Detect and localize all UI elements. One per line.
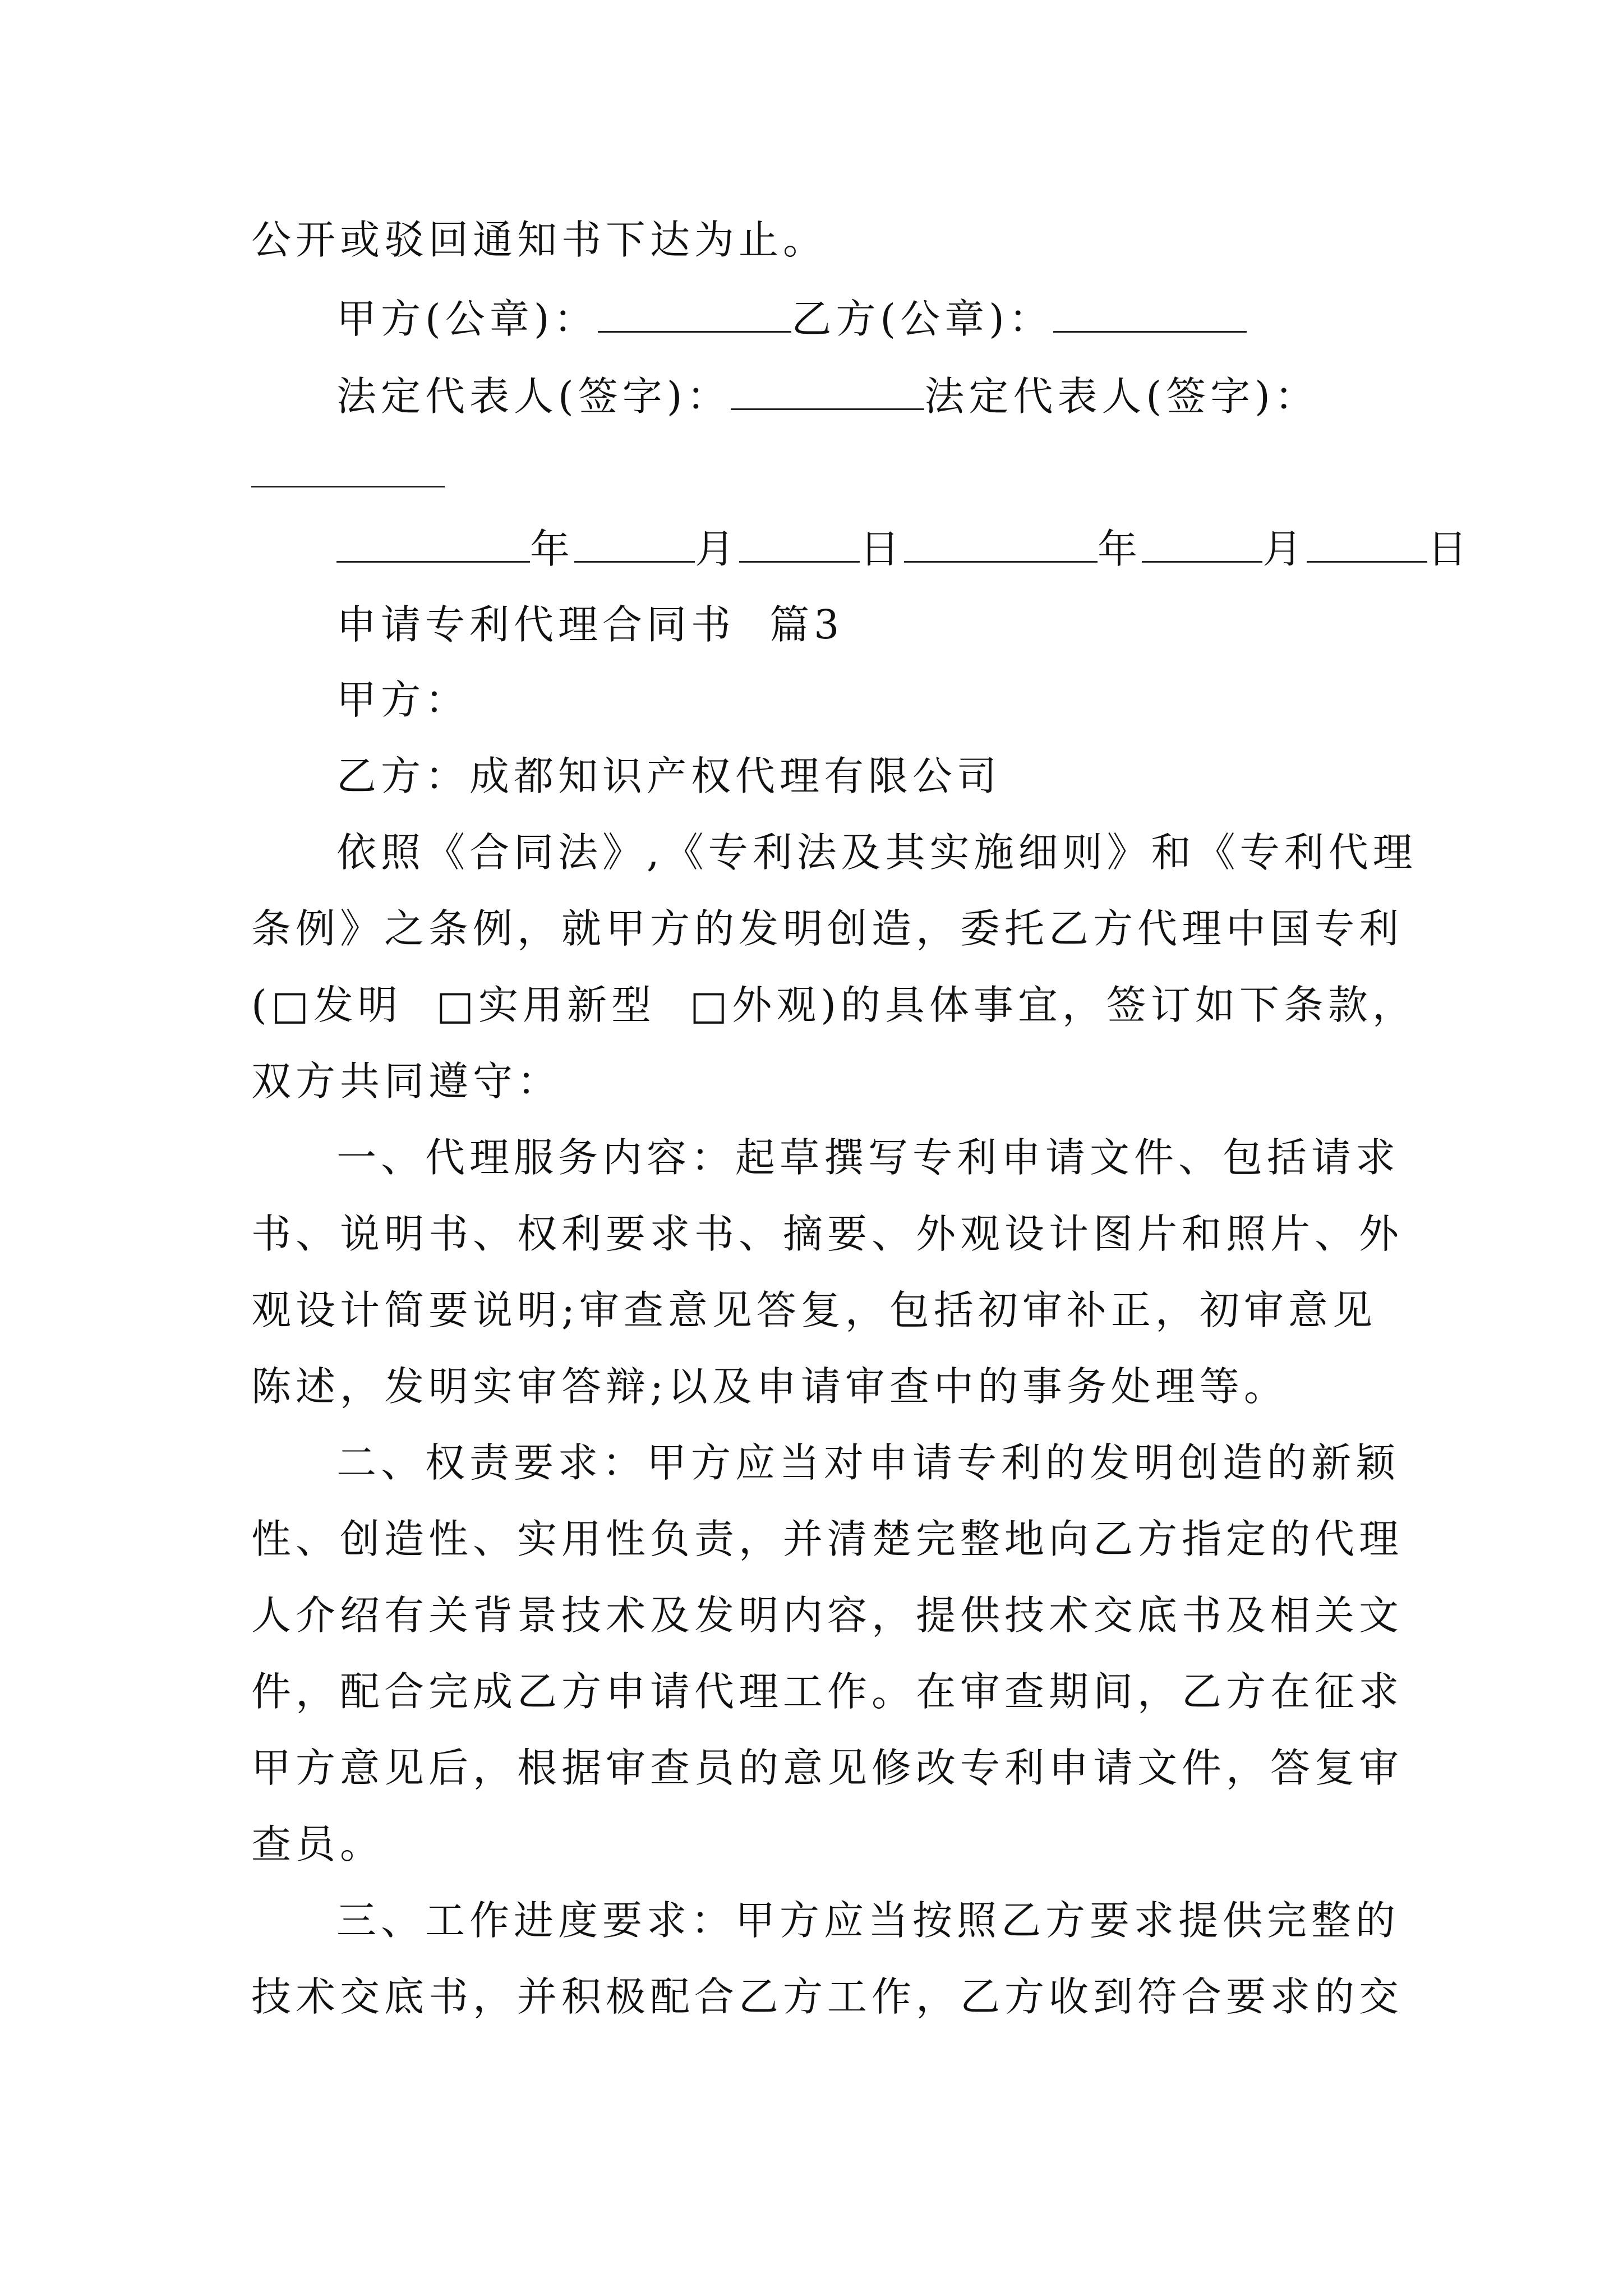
- paragraph-line: 依照《合同法》,《专利法及其实施细则》和《专利代理: [336, 829, 1417, 876]
- paragraph-line: 查员。: [251, 1821, 385, 1867]
- party-a-rep-blank[interactable]: [731, 369, 924, 410]
- paragraph-line: 甲方意见后，根据审查员的意见修改专利申请文件，答复审: [251, 1745, 1404, 1791]
- paragraph-line: 技术交底书，并积极配合乙方工作，乙方收到符合要求的交: [251, 1973, 1404, 2020]
- party-a-year-blank[interactable]: [336, 522, 530, 563]
- party-a-line: 甲方：: [336, 677, 470, 723]
- paragraph-line: 一、代理服务内容：起草撰写专利申请文件、包括请求: [336, 1134, 1400, 1181]
- party-b-rep-label: 法定代表人(签字)：: [924, 373, 1319, 420]
- party-a-rep-label: 法定代表人(签字)：: [336, 373, 731, 420]
- month-label: 月: [695, 526, 740, 572]
- paragraph-line: 性、创造性、实用性负责，并清楚完整地向乙方指定的代理: [251, 1516, 1404, 1562]
- paragraph-line: 双方共同遵守：: [251, 1058, 562, 1105]
- party-a-seal-line: [336, 292, 1247, 346]
- paragraph-line: 观设计简要说明;审查意见答复，包括初审补正，初审意见: [251, 1287, 1377, 1333]
- month-label: 月: [1262, 526, 1307, 572]
- paragraph-line: 二、权责要求：甲方应当对申请专利的发明创造的新颖: [336, 1439, 1400, 1486]
- day-label: 日: [1427, 526, 1472, 572]
- section-heading: 申请专利代理合同书 篇3: [336, 601, 844, 648]
- party-b-line: 乙方：成都知识产权代理有限公司: [336, 753, 1002, 799]
- party-b-day-blank[interactable]: [1307, 522, 1427, 563]
- year-label: 年: [1098, 526, 1142, 572]
- date-line: [336, 522, 1472, 576]
- year-label: 年: [530, 526, 575, 572]
- paragraph-line: 条例》之条例，就甲方的发明创造，委托乙方代理中国专利: [251, 905, 1404, 952]
- party-b-year-blank[interactable]: [904, 522, 1098, 563]
- paragraph-line: 陈述，发明实审答辩;以及申请审查中的事务处理等。: [251, 1363, 1288, 1410]
- party-b-seal-blank[interactable]: [1053, 292, 1247, 333]
- text-line: 公开或驳回通知书下达为止。: [251, 217, 828, 263]
- paragraph-line: 三、工作进度要求：甲方应当按照乙方要求提供完整的: [336, 1897, 1400, 1944]
- paragraph-line: 人介绍有关背景技术及发明内容，提供技术交底书及相关文: [251, 1592, 1404, 1639]
- party-b-month-blank[interactable]: [1142, 522, 1262, 563]
- paragraph-line: 书、说明书、权利要求书、摘要、外观设计图片和照片、外: [251, 1211, 1404, 1257]
- party-b-seal-label: 乙方(公章)：: [791, 296, 1053, 342]
- paragraph-line: (□发明 □实用新型 □外观)的具体事宜，签订如下条款，: [251, 982, 1417, 1028]
- paragraph-line: 件，配合完成乙方申请代理工作。在审查期间，乙方在征求: [251, 1668, 1404, 1715]
- legal-rep-line: [336, 369, 1319, 424]
- party-a-seal-blank[interactable]: [598, 292, 791, 333]
- party-a-seal-label: 甲方(公章)：: [336, 296, 598, 342]
- party-a-day-blank[interactable]: [739, 522, 860, 563]
- party-b-rep-blank[interactable]: [251, 486, 445, 487]
- day-label: 日: [860, 526, 905, 572]
- party-a-month-blank[interactable]: [574, 522, 695, 563]
